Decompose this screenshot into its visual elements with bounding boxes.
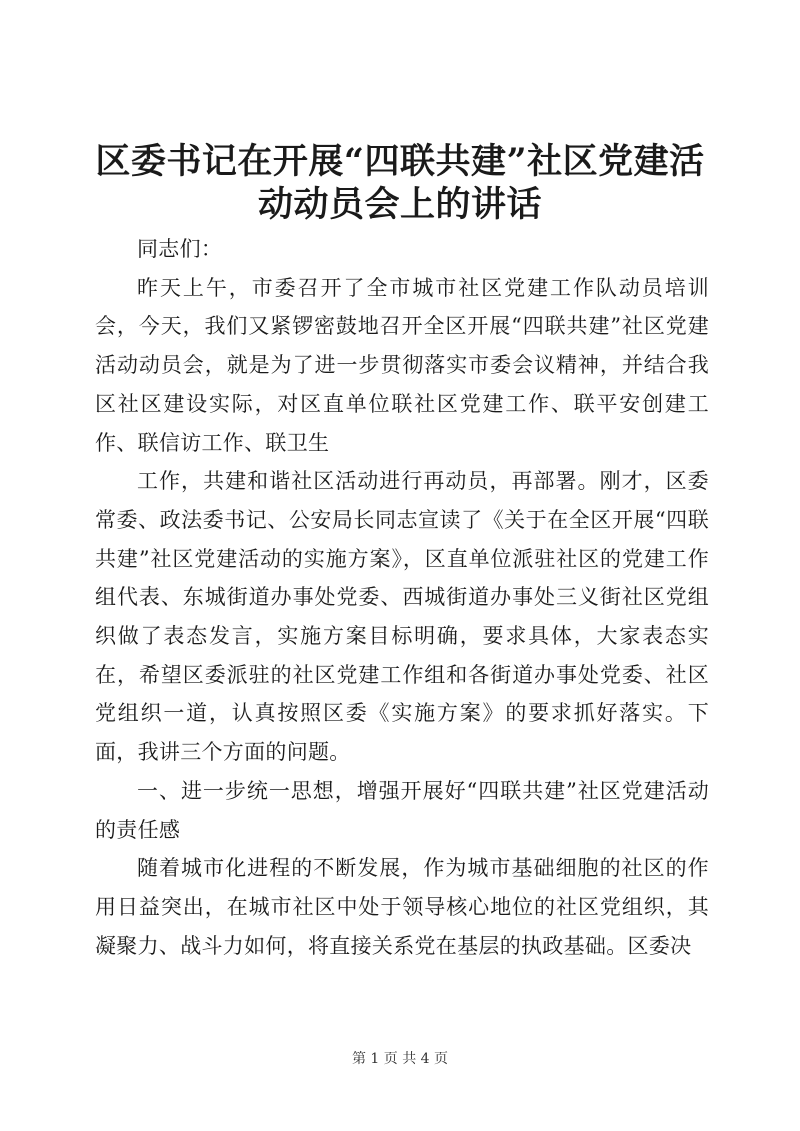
document-body bbox=[95, 230, 709, 965]
section-heading-1: 一、进一步统一思想，增强开展好“四联共建”社区党建活动的责任感 bbox=[95, 778, 709, 842]
paragraph-2: 工作，共建和谐社区活动进行再动员，再部署。刚才，区委常委、政法委书记、公安局长同志宣读了《关于在全区开展“四联共建”社区党建活动的实施方案》，区直单位派驻社区的党建工作组代表、东城街道办事处党委、西城街道办事处三义街社区党组织做了表态发言，实施方案目标明确，要求具体，大家表态实在，希望区委派驻的社区党建工作组和各街道办事处党委、社区党组织一道，认真按照区委《实施方案》的要求抓好落实。下面，我讲三个方面的问题。 bbox=[95, 469, 709, 765]
paragraph-1: 昨天上午，市委召开了全市城市社区党建工作队动员培训会，今天，我们又紧锣密鼓地召开全区开展“四联共建”社区党建活动动员会，就是为了进一步贯彻落实市委会议精神，并结合我区社区建设实际，对区直单位联社区党建工作、联平安创建工作、联信访工作、联卫生 bbox=[95, 275, 709, 455]
document-title: 区委书记在开展“四联共建”社区党建活动动员会上的讲话 bbox=[95, 141, 705, 225]
paragraph-3: 随着城市化进程的不断发展，作为城市基础细胞的社区的作用日益突出，在城市社区中处于领导核心地位的社区党组织，其凝聚力、战斗力如何，将直接关系党在基层的执政基础。区委决 bbox=[95, 856, 709, 958]
paragraph-salutation: 同志们： bbox=[137, 237, 223, 261]
page-number-footer: 第 1 页 共 4 页 bbox=[351, 1051, 449, 1067]
